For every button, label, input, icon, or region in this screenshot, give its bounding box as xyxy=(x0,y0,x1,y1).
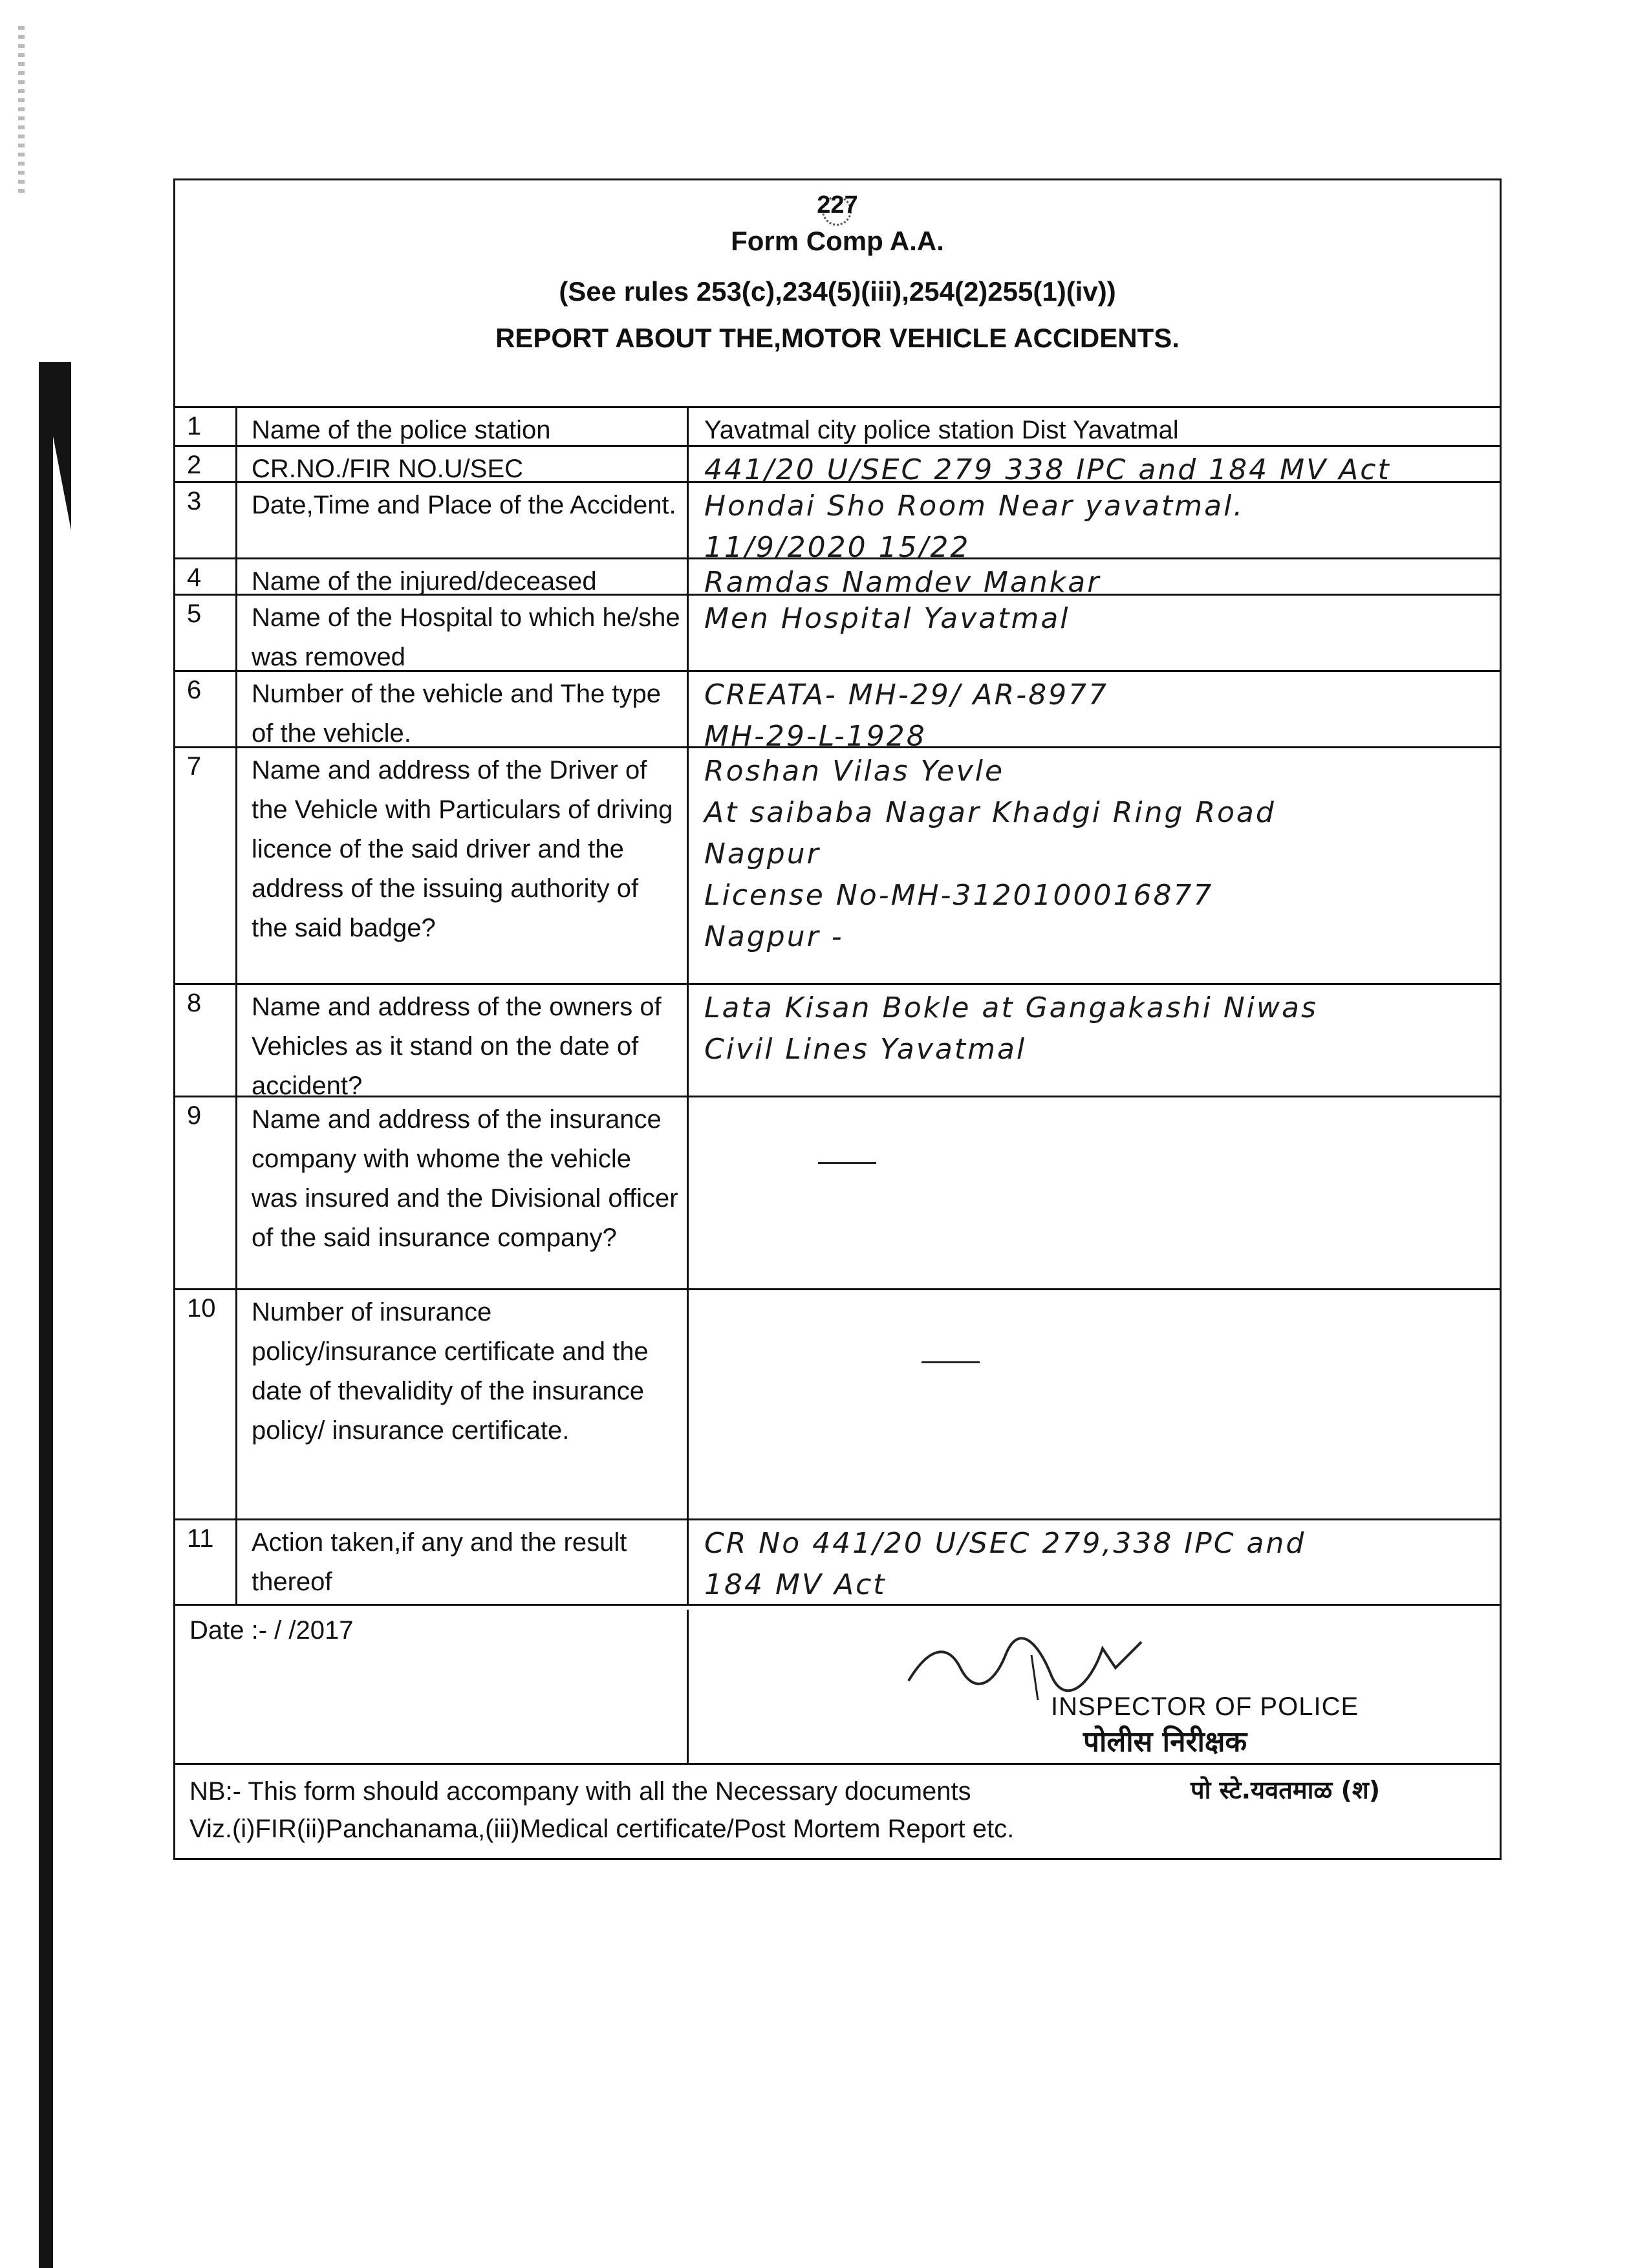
value-line: MH-29-L-1928 xyxy=(704,720,927,753)
value-line: License No-MH-3120100016877 xyxy=(704,879,1214,912)
row-value xyxy=(689,483,1500,564)
value-line: CREATA- MH-29/ AR-8977 xyxy=(704,678,1109,711)
seal-text-line-2: पो स्टे.यवतमाळ (श) xyxy=(1191,1776,1381,1804)
scan-speckle xyxy=(18,26,25,194)
row-number: 11 xyxy=(175,1520,237,1604)
value-line: 441/20 U/SEC 279 338 IPC and 184 MV Act xyxy=(704,453,1391,486)
value-line: Hondai Sho Room Near yavatmal. xyxy=(704,490,1245,523)
row-value xyxy=(689,447,1500,486)
form-row xyxy=(175,447,1500,486)
page-number: 227 xyxy=(817,191,858,219)
empty-value-dash xyxy=(818,1162,876,1164)
row-value xyxy=(689,672,1500,753)
footnote xyxy=(189,1773,1014,1848)
row-number: 10 xyxy=(175,1290,237,1518)
value-line: Nagpur - xyxy=(704,920,844,953)
signature-icon xyxy=(902,1629,1148,1700)
form-name: Form Comp A.A. xyxy=(731,226,944,256)
value-line: Yavatmal city police station Dist Yavatmal xyxy=(704,416,1179,444)
value-line: Civil Lines Yavatmal xyxy=(704,1033,1027,1066)
row-label: Number of insurance policy/insurance certificate and the date of thevalidity of the insurance policy/ insurance certificate. xyxy=(237,1290,689,1518)
row-value xyxy=(689,559,1500,599)
form-row xyxy=(175,748,1500,985)
row-label: Name and address of the owners of Vehicles as it stand on the date of accident? xyxy=(237,985,689,1096)
row-label: Name of the police station xyxy=(237,408,689,445)
value-line: Roshan Vilas Yevle xyxy=(704,755,1005,788)
row-label: Name and address of the Driver of the Vehicle with Particulars of driving licence of the said driver and the address of the issuing authority of the said badge? xyxy=(237,748,689,983)
form-header xyxy=(175,180,1500,408)
row-value xyxy=(689,985,1500,1096)
row-label: Number of the vehicle and The type of the vehicle. xyxy=(237,672,689,746)
value-line: Lata Kisan Bokle at Gangakashi Niwas xyxy=(704,991,1318,1024)
row-label: Name of the Hospital to which he/she was removed xyxy=(237,596,689,670)
row-number: 3 xyxy=(175,483,237,557)
row-number: 9 xyxy=(175,1097,237,1288)
row-number: 5 xyxy=(175,596,237,670)
row-number: 4 xyxy=(175,559,237,594)
empty-value-dash xyxy=(921,1361,980,1363)
row-label: Name of the injured/deceased xyxy=(237,559,689,594)
value-line: Men Hospital Yavatmal xyxy=(704,602,1070,635)
row-value xyxy=(689,596,1500,670)
row-number: 2 xyxy=(175,447,237,481)
form-row xyxy=(175,559,1500,599)
form-row xyxy=(175,483,1500,564)
signatory-title: INSPECTOR OF POLICE xyxy=(1051,1692,1359,1721)
form-title: REPORT ABOUT THE,MOTOR VEHICLE ACCIDENTS. xyxy=(495,323,1180,353)
date-signature-row xyxy=(175,1610,1500,1765)
row-label: Date,Time and Place of the Accident. xyxy=(237,483,689,557)
value-line: At saibaba Nagar Khadgi Ring Road xyxy=(704,796,1276,829)
row-value xyxy=(689,748,1500,983)
row-label: CR.NO./FIR NO.U/SEC xyxy=(237,447,689,481)
signature-cell xyxy=(689,1610,1500,1763)
value-line: 184 MV Act xyxy=(704,1568,887,1601)
row-label: Action taken,if any and the result thereof xyxy=(237,1520,689,1604)
form-row xyxy=(175,408,1500,447)
form-row xyxy=(175,1097,1500,1290)
value-line: Nagpur xyxy=(704,837,821,870)
row-number: 7 xyxy=(175,748,237,983)
accident-report-form xyxy=(173,178,1502,1860)
row-value xyxy=(689,1097,1500,1288)
row-value xyxy=(689,1520,1500,1604)
value-line: Ramdas Namdev Mankar xyxy=(704,566,1101,599)
seal-text-line-1: पोलीस निरीक्षक xyxy=(1083,1725,1247,1758)
date-field: Date :- / /2017 xyxy=(175,1610,689,1763)
value-line: CR No 441/20 U/SEC 279,338 IPC and xyxy=(704,1527,1306,1560)
row-number: 8 xyxy=(175,985,237,1096)
scan-edge-bar xyxy=(39,362,53,2268)
form-row xyxy=(175,672,1500,753)
row-value xyxy=(689,408,1500,445)
form-row xyxy=(175,1520,1500,1606)
form-row xyxy=(175,596,1500,672)
footnote-line-1: NB:- This form should accompany with all the Necessary documents xyxy=(189,1777,971,1806)
form-rules: (See rules 253(c),234(5)(iii),254(2)255(1)(iv)) xyxy=(559,276,1116,307)
row-number: 6 xyxy=(175,672,237,746)
row-value xyxy=(689,1290,1500,1518)
row-number: 1 xyxy=(175,408,237,445)
row-label: Name and address of the insurance company with whome the vehicle was insured and the Divisional officer of the said insurance company? xyxy=(237,1097,689,1288)
value-line: 11/9/2020 15/22 xyxy=(704,531,971,564)
form-row xyxy=(175,1290,1500,1520)
footnote-line-2: Viz.(i)FIR(ii)Panchanama,(iii)Medical certificate/Post Mortem Report etc. xyxy=(189,1815,1015,1843)
form-row xyxy=(175,985,1500,1100)
